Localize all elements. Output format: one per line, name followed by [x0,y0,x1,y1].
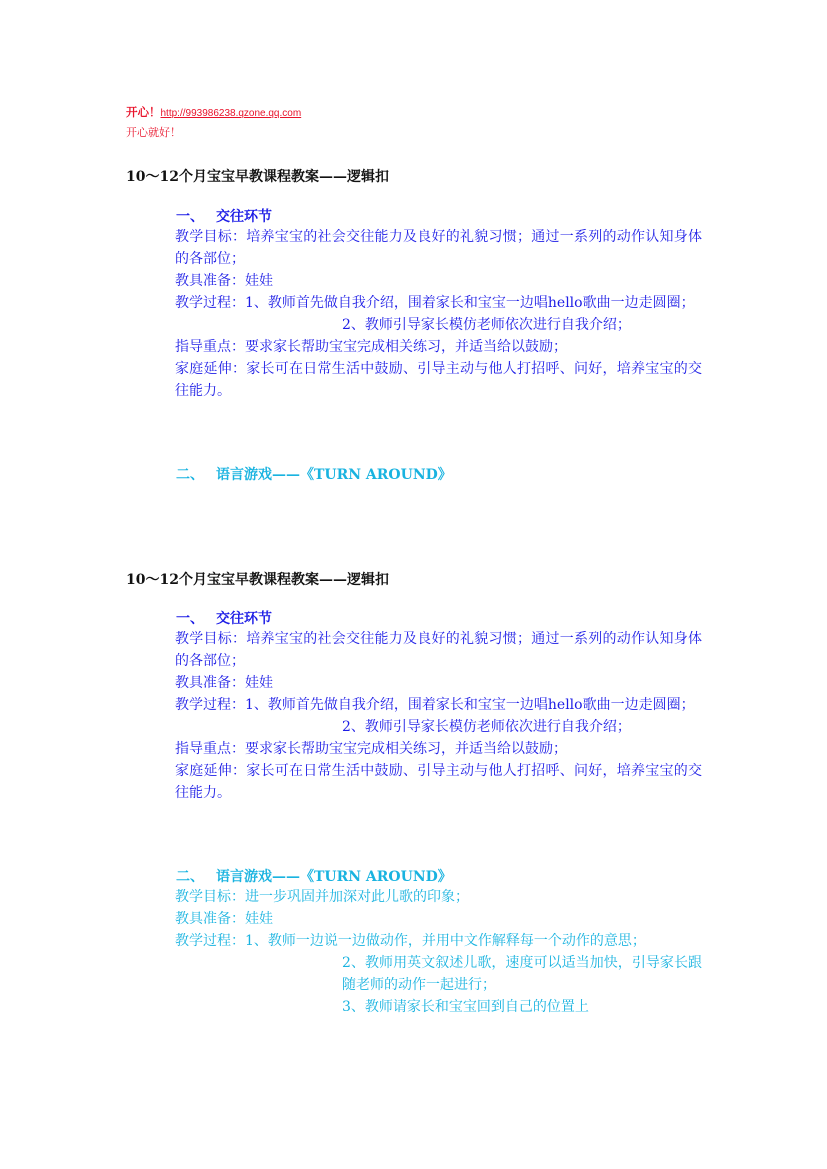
teaching-process-step2: 2、教师引导家长模仿老师依次进行自我介绍； [342,719,631,735]
page-header [126,103,301,142]
section-number: 一、 [176,209,204,225]
doc2-section2-body [175,886,702,1018]
teaching-process-step3: 3、教师请家长和宝宝回到自己的位置上 [342,999,589,1015]
doc2-section1-heading [176,608,272,628]
doc2-section1-body [175,628,702,804]
guidance-focus: 指导重点：要求家长帮助宝宝完成相关练习，并适当给以鼓励； [175,741,567,757]
qzone-link[interactable]: http://993986238.qzone.qq.com [160,108,302,119]
section-number: 二、 [176,869,204,885]
section-title: 语言游戏——《TURN AROUND》 [216,869,452,885]
teaching-aids: 教具准备：娃娃 [175,273,273,289]
section-number: 二、 [176,467,204,483]
doc1-section1-body [175,226,702,402]
doc1-section2-heading [176,464,452,484]
doc1-section1-heading [176,206,272,226]
teaching-aids: 教具准备：娃娃 [175,675,273,691]
teaching-process-step1: 教学过程：1、教师一边说一边做动作，并用中文作解释每一个动作的意思； [175,933,646,949]
teaching-process-step2: 2、教师用英文叙述儿歌，速度可以适当加快，引导家长跟随老师的动作一起进行； [342,955,702,993]
guidance-focus: 指导重点：要求家长帮助宝宝完成相关练习，并适当给以鼓励； [175,339,567,355]
section-number: 一、 [176,611,204,627]
doc1-title: 10～12个月宝宝早教课程教案——逻辑扣 [126,169,389,185]
teaching-aids: 教具准备：娃娃 [175,911,273,927]
tagline: 开心就好！ [126,126,181,139]
section-title: 交往环节 [216,209,272,225]
home-extension: 家庭延伸：家长可在日常生活中鼓励、引导主动与他人打招呼、问好，培养宝宝的交往能力。 [175,763,702,801]
teaching-process-step1: 教学过程：1、教师首先做自我介绍，围着家长和宝宝一边唱hello歌曲一边走圆圈； [175,295,695,311]
teaching-goal: 教学目标：培养宝宝的社会交往能力及良好的礼貌习惯；通过一系列的动作认知身体的各部位； [175,631,702,669]
section-title: 交往环节 [216,611,272,627]
teaching-goal: 教学目标：进一步巩固并加深对此儿歌的印象； [175,889,469,905]
teaching-process-step2: 2、教师引导家长模仿老师依次进行自我介绍； [342,317,631,333]
teaching-process-step1: 教学过程：1、教师首先做自我介绍，围着家长和宝宝一边唱hello歌曲一边走圆圈； [175,697,695,713]
home-extension: 家庭延伸：家长可在日常生活中鼓励、引导主动与他人打招呼、问好，培养宝宝的交往能力。 [175,361,702,399]
doc2-section2-heading [176,866,452,886]
teaching-goal: 教学目标：培养宝宝的社会交往能力及良好的礼貌习惯；通过一系列的动作认知身体的各部位； [175,229,702,267]
greeting: 开心！ [126,105,161,119]
section-title: 语言游戏——《TURN AROUND》 [216,467,452,483]
doc2-title: 10～12个月宝宝早教课程教案——逻辑扣 [126,572,389,588]
